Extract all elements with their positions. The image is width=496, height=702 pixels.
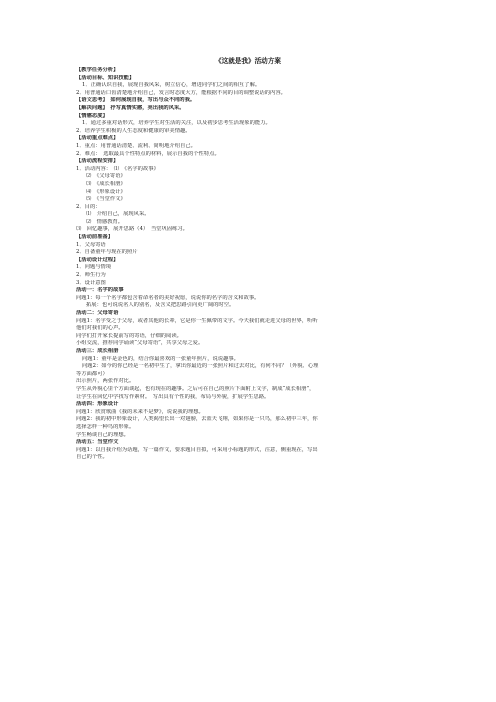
paragraph-line: ⑴ 介绍自己，展现风采。 xyxy=(86,211,150,218)
section-heading: 活动三：成长相册 xyxy=(76,347,119,354)
paragraph-line: ⑷ 《形象设计》 xyxy=(86,188,126,195)
paragraph-line: 问题2：我的初中形象设计，人类渴望长出一对翅膀，去蓝天飞翔，如果你是一只鸟，那么初中三年，你 xyxy=(76,416,318,423)
paragraph-line: 2．自备童年与现在的照片 xyxy=(76,249,138,256)
paragraph-line: ⑵ 《父母寄语》 xyxy=(86,173,126,180)
paragraph-line: 1．重点：用普通话清楚、流利、简明地介绍自己。 xyxy=(76,142,196,149)
paragraph-line: 问题2：如今的你已经是一名初中生了，拿出你最近的一张照片和过去对比，有何不同？（外貌、心理 xyxy=(82,363,319,370)
paragraph-line: 3．设计意图 xyxy=(76,279,106,286)
paragraph-line: 问题1：每一个名字都包含着命名者的美好祝愿，说说你的名字的含义和故事。 xyxy=(76,294,260,301)
paragraph-line: 2．目的： xyxy=(76,203,101,210)
paragraph-line: 学生从外貌心里个方面谈起，也有现在的趣事。之后可在自己的照片下面附上文字，制成“成长相册”， xyxy=(76,385,315,392)
document-title: 《这就是我》活动方案 xyxy=(215,57,281,65)
section-heading: 活动四：形象设计 xyxy=(76,401,119,408)
paragraph-line: 问题1：以自我介绍为话题，写一篇作文，要求题目自拟，可采用小标题的形式，注意，侧重现在，写出 xyxy=(76,446,318,453)
section-heading: 【活动设计过程】 xyxy=(76,256,119,263)
paragraph-line: 问题1：童年是金色的，结合你最喜欢的一张童年照片，说说趣事。 xyxy=(82,355,239,362)
paragraph-line: 同学们打开家长提前写的寄语，仔细的阅读。 xyxy=(76,332,182,339)
section-heading: 活动二：父母寄语 xyxy=(76,310,119,316)
paragraph-line: 2．师生行为 xyxy=(76,272,106,279)
paragraph-line: 等方面都可） xyxy=(76,370,108,377)
paragraph-line: 2．难点： 选取最具个性特点的材料，展示自我的个性特点。 xyxy=(76,150,220,157)
paragraph-line: 小组交流，推荐同学诵读“父母寄语”，共享父母之爱。 xyxy=(76,340,204,347)
section-heading: 【活动重点难点】 xyxy=(76,135,119,142)
section-heading: 【语文思考】 如何展现自我，写出与众不同的我。 xyxy=(76,97,196,104)
section-heading: 活动一：名字的故事 xyxy=(76,287,124,294)
section-heading: 【教学任务分析】 xyxy=(76,67,119,73)
paragraph-line: ⑵ 情感教育。 xyxy=(86,218,124,225)
paragraph-line: 让学生在回忆中学找写作素材。 写出具有个性的我，布局与外貌，扩展学生思路。 xyxy=(76,393,270,400)
paragraph-line: 学生畅谈自己的理想。 xyxy=(76,431,129,438)
paragraph-line: ⑸ 《当堂作文》 xyxy=(86,196,126,203)
paragraph-line: 问题1：名字受之于父母，或者其他的长辈，它是你一生佩带的文字。今天我们就走进父母的世界，听听 xyxy=(76,317,318,324)
paragraph-line: 1．问题与情境 xyxy=(76,264,112,271)
document-body xyxy=(76,67,420,462)
section-heading: 【解决问题】 抒写真情实感，亮出我的风采。 xyxy=(76,104,185,111)
paragraph-line: ⑶ 回忆趣事，展开思路（4） 当堂巩固练习。 xyxy=(76,226,188,233)
paragraph-line: 1．正确认识自我，展现自我风采，树立信心，增进同学们之间的相互了解。 xyxy=(82,82,261,89)
paragraph-line: ⑶ 《成长相册》 xyxy=(86,180,126,187)
paragraph-line: 1．活动内容： ⑴ 《名字的故事》 xyxy=(76,165,159,172)
paragraph-line: 自己的个性。 xyxy=(76,454,108,461)
paragraph-line: 2．用普通话口齿清楚地介绍自己，发言时态度大方，能根据不同的目的调整说话的内容。 xyxy=(76,89,286,96)
paragraph-line: 1．通过多重对话形式，培养学生对生活的关注，以及初步思考生活现象的能力。 xyxy=(82,120,271,127)
paragraph-line: 1．父母寄语 xyxy=(76,241,106,248)
section-heading: 【活动目标、知识技能】 xyxy=(76,74,135,81)
section-heading: 【活动前准备】 xyxy=(76,234,114,241)
paragraph-line: 他们对我们的心声。 xyxy=(76,325,124,332)
paragraph-line: 选择怎样一种鸟的形象。 xyxy=(76,423,135,430)
paragraph-line: 问题1：欣赏歌曲《我的未来不是梦》，说说我的理想。 xyxy=(76,408,204,415)
section-heading: 【活动流程安排】 xyxy=(76,158,119,165)
paragraph-line: 2．培养学生积极的人生态度和健康的审美情趣。 xyxy=(76,127,191,134)
paragraph-line: 出示照片，两张作对比。 xyxy=(76,378,135,385)
section-heading: 【情感态度】 xyxy=(76,112,108,119)
section-heading: 活动五：当堂作文 xyxy=(76,439,119,446)
paragraph-line: 拓展：也可说说名人的别名，及含义把思路引向更广阔的时空。 xyxy=(86,302,235,309)
